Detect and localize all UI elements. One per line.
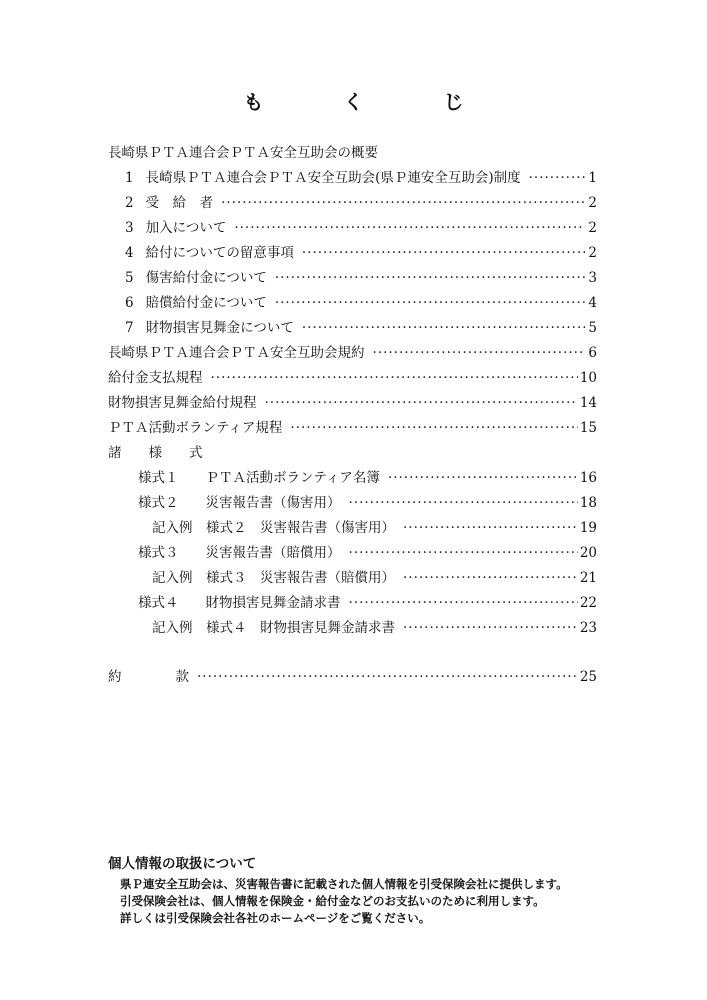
toc-entry[interactable]: [138, 469, 597, 487]
toc-entry[interactable]: [138, 494, 597, 512]
toc-entry-label: 財物損害見舞金給付規程: [108, 395, 257, 411]
toc-leader-dots: [197, 668, 578, 686]
toc-entry[interactable]: [152, 519, 597, 537]
toc-entry-page: 25: [579, 669, 597, 685]
toc-entry-page: 6: [588, 345, 597, 361]
toc-entry-label: 様式２ 災害報告書（傷害用）: [138, 495, 341, 511]
toc-entry-number: 3: [125, 220, 134, 236]
toc-entry-label: 加入について: [145, 220, 227, 236]
toc-entry-label: 給付金支払規程: [108, 370, 203, 386]
toc-entry-label: 給付についての留意事項: [145, 245, 294, 261]
toc-entry-page: 19: [579, 520, 597, 536]
toc-entry-page: 15: [579, 420, 597, 436]
toc-entry-label: 記入例 様式３ 災害報告書（賠償用）: [152, 570, 395, 586]
toc-entry-label: 傷害給付金について: [145, 270, 267, 286]
toc-leader-dots: [403, 569, 578, 587]
toc-overview-heading: 長崎県ＰＴＡ連合会ＰＴＡ安全互助会の概要: [108, 145, 378, 161]
toc-leader-dots: [211, 369, 578, 387]
toc-leader-dots: [349, 494, 578, 512]
toc-entry[interactable]: [125, 269, 597, 287]
toc-leader-dots: [403, 519, 578, 537]
toc-leader-dots: [221, 194, 585, 212]
toc-entry-number: 6: [125, 295, 134, 311]
toc-entry-page: 2: [588, 220, 597, 236]
toc-entry-label: 財物損害見舞金について: [145, 320, 294, 336]
toc-entry-page: 4: [588, 295, 597, 311]
toc-entry-page: 18: [579, 495, 597, 511]
toc-leader-dots: [234, 219, 585, 237]
toc-entry-page: 2: [588, 245, 597, 261]
toc-entry-number: 4: [125, 245, 134, 261]
toc-entry-page: 20: [579, 545, 597, 561]
toc-entry[interactable]: [108, 668, 597, 686]
toc-entry[interactable]: [108, 419, 597, 437]
toc-entry-number: 2: [125, 195, 134, 211]
toc-entry[interactable]: [125, 169, 597, 187]
toc-entry[interactable]: [108, 344, 597, 362]
toc-leader-dots: [265, 394, 578, 412]
toc-entry[interactable]: [138, 544, 597, 562]
toc-entry[interactable]: [108, 369, 597, 387]
toc-entry-page: 2: [588, 195, 597, 211]
toc-entry-label: 受 給 者: [145, 195, 214, 211]
toc-leader-dots: [290, 419, 577, 437]
toc-entry-number: 5: [125, 270, 134, 286]
toc-entry-page: 10: [579, 370, 597, 386]
toc-entry-label: 記入例 様式４ 財物損害見舞金請求書: [152, 620, 395, 636]
toc-entry-page: 3: [588, 270, 597, 286]
toc-leader-dots: [275, 294, 585, 312]
privacy-notice-line: 詳しくは引受保険会社各社のホームページをご覧ください。: [120, 911, 431, 925]
toc-entry-number: 7: [125, 320, 134, 336]
privacy-notice-line: 県Ｐ連安全互助会は、災害報告書に記載された個人情報を引受保険会社に提供します。: [120, 877, 568, 891]
toc-entry[interactable]: [125, 294, 597, 312]
toc-leader-dots: [349, 594, 578, 612]
table-of-contents: [0, 140, 707, 700]
toc-entry-page: 14: [579, 395, 597, 411]
toc-entry-label: 約 款: [108, 669, 189, 685]
toc-entry-label: 様式４ 財物損害見舞金請求書: [138, 595, 341, 611]
toc-entry-label: 長崎県ＰＴＡ連合会ＰＴＡ安全互助会(県Ｐ連安全互助会)制度: [145, 170, 521, 186]
toc-entry[interactable]: [125, 319, 597, 337]
toc-entry-label: 様式１ ＰＴＡ活動ボランティア名簿: [138, 470, 380, 486]
toc-forms-heading: 諸 様 式: [108, 445, 203, 461]
privacy-notice-line: 引受保険会社は、個人情報を保険金・給付金などのお支払いのために利用します。: [120, 894, 545, 908]
toc-entry[interactable]: [152, 619, 597, 637]
privacy-notice: [108, 852, 628, 927]
toc-entry-number: 1: [125, 170, 134, 186]
toc-entry[interactable]: [125, 244, 597, 262]
toc-entry-label: ＰＴＡ活動ボランティア規程: [108, 420, 283, 436]
toc-entry-page: 16: [579, 470, 597, 486]
toc-entry-label: 様式３ 災害報告書（賠償用）: [138, 545, 341, 561]
toc-leader-dots: [529, 169, 585, 187]
toc-entry-page: 5: [588, 320, 597, 336]
toc-entry[interactable]: [125, 194, 597, 212]
toc-entry-page: 21: [579, 570, 597, 586]
toc-entry[interactable]: [152, 569, 597, 587]
toc-leader-dots: [388, 469, 578, 487]
toc-leader-dots: [373, 344, 586, 362]
toc-entry-page: 1: [588, 170, 597, 186]
privacy-notice-title: 個人情報の取扱について: [108, 856, 257, 872]
toc-leader-dots: [349, 544, 578, 562]
toc-entry-page: 22: [579, 595, 597, 611]
toc-leader-dots: [403, 619, 578, 637]
toc-entry-label: 賠償給付金について: [145, 295, 267, 311]
toc-entry[interactable]: [138, 594, 597, 612]
toc-entry-page: 23: [579, 620, 597, 636]
toc-entry-label: 長崎県ＰＴＡ連合会ＰＴＡ安全互助会規約: [108, 345, 365, 361]
toc-leader-dots: [275, 269, 585, 287]
toc-leader-dots: [302, 244, 585, 262]
toc-entry[interactable]: [125, 219, 597, 237]
toc-entry-label: 記入例 様式２ 災害報告書（傷害用）: [152, 520, 395, 536]
page-title: も く じ: [243, 90, 494, 114]
toc-entry[interactable]: [108, 394, 597, 412]
toc-leader-dots: [302, 319, 585, 337]
